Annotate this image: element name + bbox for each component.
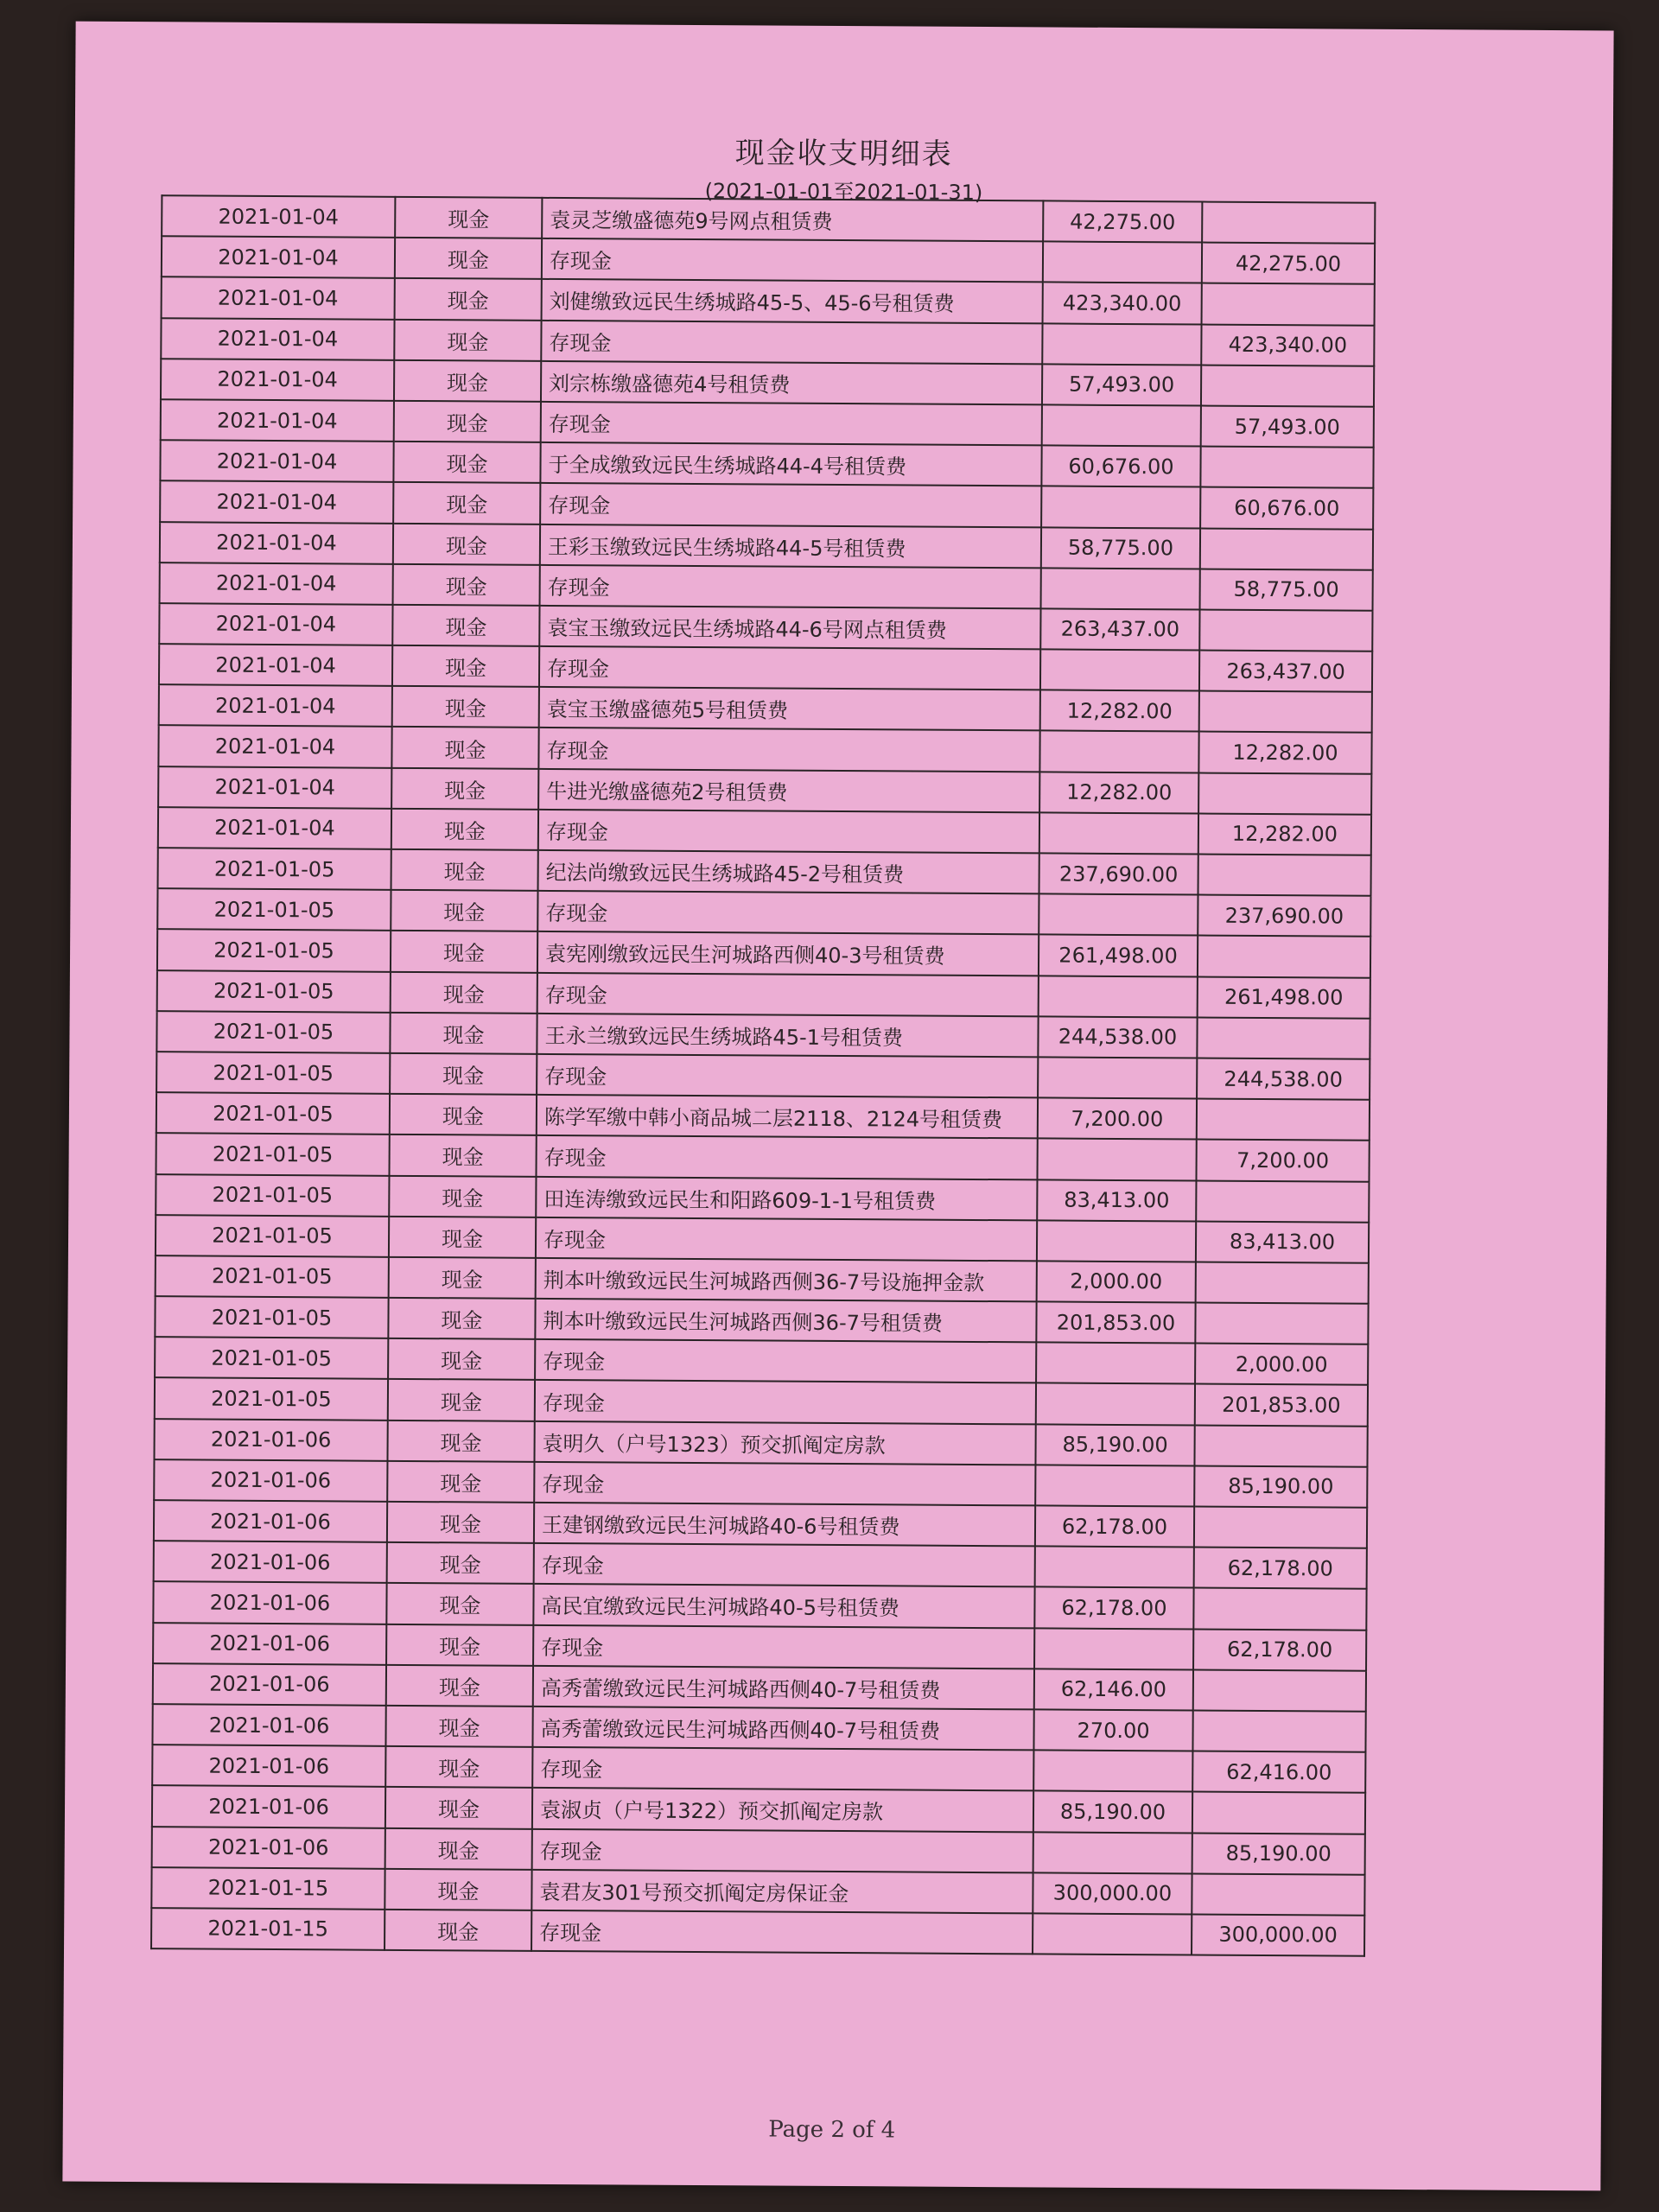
cell-payment-amount <box>1197 1099 1370 1141</box>
cell-payment-amount: 300,000.00 <box>1192 1914 1364 1955</box>
page-title: 现金收支明细表 <box>734 136 953 172</box>
cell-account: 现金 <box>391 767 538 809</box>
ledger-body <box>151 195 1375 1956</box>
cell-account: 现金 <box>395 238 542 279</box>
cell-description: 存现金 <box>537 1054 1038 1098</box>
cell-date: 2021-01-06 <box>152 1827 385 1869</box>
cell-description: 高民宜缴致远民生河城路40-5号租赁费 <box>533 1584 1034 1628</box>
cell-date: 2021-01-06 <box>154 1419 387 1461</box>
cell-receipt-amount: 300,000.00 <box>1033 1872 1192 1914</box>
cell-payment-amount: 62,416.00 <box>1192 1751 1365 1793</box>
cell-account: 现金 <box>394 360 541 402</box>
cell-account: 现金 <box>389 1175 536 1217</box>
cell-account: 现金 <box>389 1257 536 1299</box>
cell-description: 荆本叶缴致远民生河城路西侧36-7号租赁费 <box>535 1299 1036 1343</box>
cell-account: 现金 <box>391 971 537 1013</box>
cell-description: 存现金 <box>540 483 1041 527</box>
table-row <box>157 930 1370 978</box>
cash-ledger-table <box>150 194 1376 1957</box>
cell-receipt-amount: 2,000.00 <box>1037 1261 1196 1302</box>
cell-date: 2021-01-06 <box>153 1582 386 1624</box>
cell-account: 现金 <box>394 319 541 360</box>
cell-date: 2021-01-04 <box>160 481 393 524</box>
cell-date: 2021-01-04 <box>158 766 391 809</box>
cell-description: 王永兰缴致远民生绣城路45-1号租赁费 <box>537 1014 1038 1058</box>
cell-account: 现金 <box>386 1665 533 1707</box>
cell-receipt-amount: 270.00 <box>1033 1709 1192 1751</box>
cell-date: 2021-01-04 <box>161 359 394 401</box>
cell-payment-amount <box>1193 1669 1366 1711</box>
cell-payment-amount <box>1196 1262 1369 1303</box>
cell-account: 现金 <box>387 1461 534 1503</box>
cell-account: 现金 <box>391 809 538 850</box>
table-row <box>162 277 1375 326</box>
cell-description: 存现金 <box>541 402 1042 446</box>
cell-receipt-amount: 7,200.00 <box>1038 1098 1197 1140</box>
cell-account: 现金 <box>393 523 540 564</box>
cell-account: 现金 <box>392 645 539 687</box>
date-range: (2021-01-01至2021-01-31) <box>704 179 983 206</box>
cell-date: 2021-01-04 <box>159 684 392 727</box>
cell-payment-amount <box>1198 772 1371 814</box>
cell-receipt-amount <box>1037 1220 1196 1262</box>
table-row <box>157 888 1370 937</box>
cell-payment-amount <box>1194 1425 1367 1466</box>
cell-payment-amount: 62,178.00 <box>1194 1548 1367 1589</box>
table-row <box>158 807 1371 855</box>
table-row <box>161 399 1374 448</box>
cell-receipt-amount: 58,775.00 <box>1041 527 1200 569</box>
cell-account: 现金 <box>387 1542 534 1584</box>
cell-account: 现金 <box>390 1053 537 1095</box>
cell-receipt-amount <box>1039 894 1198 936</box>
cell-payment-amount <box>1192 1710 1365 1751</box>
cell-account: 现金 <box>393 482 540 524</box>
cell-payment-amount: 85,190.00 <box>1194 1465 1367 1507</box>
document-page <box>62 22 1613 2191</box>
cell-account: 现金 <box>386 1624 533 1665</box>
cell-date: 2021-01-05 <box>156 1215 389 1257</box>
table-row <box>156 1092 1370 1141</box>
cell-description: 存现金 <box>542 238 1043 283</box>
cell-payment-amount <box>1198 855 1371 896</box>
cell-payment-amount <box>1197 1017 1370 1058</box>
cell-description: 存现金 <box>536 1217 1037 1262</box>
cell-description: 高秀蕾缴致远民生河城路西侧40-7号租赁费 <box>532 1707 1033 1751</box>
cell-account: 现金 <box>389 1135 536 1176</box>
table-row <box>154 1419 1367 1467</box>
table-row <box>160 440 1373 488</box>
cell-receipt-amount: 85,190.00 <box>1033 1791 1192 1833</box>
cell-receipt-amount: 201,853.00 <box>1036 1301 1195 1343</box>
cell-account: 现金 <box>385 1910 531 1951</box>
cell-account: 现金 <box>385 1869 531 1910</box>
table-row <box>159 684 1372 733</box>
table-row <box>153 1582 1366 1630</box>
cell-account: 现金 <box>393 442 540 483</box>
table-row <box>162 195 1375 244</box>
cell-date: 2021-01-05 <box>156 1133 390 1175</box>
cell-receipt-amount <box>1039 976 1198 1017</box>
cell-payment-amount: 62,178.00 <box>1193 1629 1366 1670</box>
cell-date: 2021-01-05 <box>157 930 391 972</box>
cell-account: 现金 <box>387 1502 534 1543</box>
cell-receipt-amount <box>1042 404 1201 446</box>
cell-date: 2021-01-04 <box>160 563 393 605</box>
cell-payment-amount <box>1192 1792 1365 1834</box>
cell-account: 现金 <box>388 1338 535 1380</box>
cell-receipt-amount: 423,340.00 <box>1043 283 1202 324</box>
table-row <box>152 1785 1365 1834</box>
table-row <box>152 1704 1365 1752</box>
cell-date: 2021-01-05 <box>156 1011 390 1053</box>
cell-description: 存现金 <box>539 646 1040 690</box>
cell-receipt-amount <box>1037 1139 1196 1180</box>
cell-receipt-amount <box>1035 1465 1194 1506</box>
table-row <box>158 848 1371 896</box>
cell-payment-amount <box>1199 609 1372 651</box>
cell-payment-amount <box>1194 1507 1367 1548</box>
cell-date: 2021-01-05 <box>156 1052 390 1094</box>
cell-receipt-amount <box>1035 1547 1194 1588</box>
cell-receipt-amount <box>1033 1751 1192 1792</box>
table-row <box>154 1500 1367 1548</box>
cell-description: 存现金 <box>538 728 1039 772</box>
table-row <box>160 522 1373 570</box>
table-row <box>161 318 1374 366</box>
table-row <box>159 603 1372 652</box>
cell-description: 存现金 <box>534 1462 1035 1506</box>
table-row <box>158 766 1371 815</box>
table-row <box>158 726 1371 774</box>
cell-payment-amount <box>1202 202 1375 244</box>
cell-date: 2021-01-05 <box>155 1378 388 1421</box>
cell-description: 存现金 <box>535 1339 1036 1383</box>
table-row <box>157 970 1370 1019</box>
cell-receipt-amount: 237,690.00 <box>1039 853 1198 894</box>
cell-account: 现金 <box>391 727 538 768</box>
cell-description: 王彩玉缴致远民生绣城路44-5号租赁费 <box>540 524 1041 568</box>
cell-payment-amount <box>1193 1588 1366 1630</box>
table-row <box>155 1296 1368 1344</box>
cell-description: 袁淑贞（户号1322）预交抓阄定房款 <box>532 1788 1033 1832</box>
cell-receipt-amount <box>1041 568 1200 609</box>
table-row <box>156 1255 1369 1304</box>
table-row <box>155 1337 1368 1385</box>
cell-description: 纪法尚缴致远民生绣城路45-2号租赁费 <box>538 850 1039 894</box>
table-row <box>156 1133 1370 1181</box>
cell-date: 2021-01-05 <box>158 848 391 890</box>
cell-date: 2021-01-04 <box>159 603 392 645</box>
cell-receipt-amount: 244,538.00 <box>1038 1016 1197 1058</box>
cell-date: 2021-01-04 <box>162 236 395 278</box>
table-row <box>159 644 1372 692</box>
cell-date: 2021-01-04 <box>161 318 394 360</box>
cell-payment-amount: 85,190.00 <box>1192 1833 1365 1874</box>
cell-account: 现金 <box>395 278 542 320</box>
cell-date: 2021-01-05 <box>156 1255 389 1298</box>
cell-date: 2021-01-05 <box>155 1296 388 1338</box>
cell-account: 现金 <box>386 1583 533 1624</box>
cell-payment-amount: 83,413.00 <box>1196 1221 1369 1262</box>
cell-payment-amount: 423,340.00 <box>1201 324 1374 365</box>
cell-receipt-amount: 62,178.00 <box>1034 1587 1193 1629</box>
cell-date: 2021-01-15 <box>151 1908 385 1950</box>
cell-receipt-amount <box>1041 486 1200 528</box>
cell-payment-amount <box>1195 1303 1368 1344</box>
cell-date: 2021-01-04 <box>158 726 391 768</box>
cell-receipt-amount: 60,676.00 <box>1041 446 1200 487</box>
cell-date: 2021-01-06 <box>154 1500 387 1542</box>
cell-payment-amount <box>1201 365 1374 406</box>
cell-account: 现金 <box>391 931 537 972</box>
cell-description: 存现金 <box>532 1828 1033 1872</box>
cell-date: 2021-01-05 <box>156 1174 389 1217</box>
cell-date: 2021-01-04 <box>159 644 392 686</box>
cell-payment-amount: 2,000.00 <box>1195 1344 1368 1385</box>
cell-description: 牛进光缴盛德苑2号租赁费 <box>538 769 1039 813</box>
page-number: Page 2 of 4 <box>768 2116 896 2144</box>
cell-description: 于全成缴致远民生绣城路44-4号租赁费 <box>540 442 1041 486</box>
cell-account: 现金 <box>395 197 542 238</box>
cell-receipt-amount <box>1036 1383 1195 1425</box>
cell-description: 陈学军缴中韩小商品城二层2118、2124号租赁费 <box>537 1095 1038 1139</box>
cell-receipt-amount: 62,146.00 <box>1034 1669 1193 1710</box>
cell-date: 2021-01-04 <box>160 522 393 564</box>
cell-payment-amount <box>1202 283 1375 325</box>
cell-account: 现金 <box>393 564 540 606</box>
cell-date: 2021-01-04 <box>162 195 395 238</box>
table-row <box>155 1378 1368 1427</box>
cell-date: 2021-01-04 <box>158 807 391 849</box>
table-row <box>161 359 1374 407</box>
cell-description: 袁宝玉缴盛德苑5号租赁费 <box>539 687 1040 731</box>
table-row <box>160 481 1373 530</box>
cell-description: 高秀蕾缴致远民生河城路西侧40-7号租赁费 <box>533 1666 1034 1710</box>
table-row <box>156 1215 1369 1263</box>
cell-receipt-amount <box>1039 812 1198 854</box>
cell-payment-amount: 237,690.00 <box>1198 895 1370 937</box>
cell-receipt-amount: 263,437.00 <box>1040 608 1199 650</box>
cell-payment-amount: 42,275.00 <box>1202 243 1375 284</box>
cell-description: 存现金 <box>533 1624 1034 1669</box>
cell-receipt-amount: 42,275.00 <box>1043 200 1202 242</box>
cell-account: 现金 <box>385 1827 532 1869</box>
cell-date: 2021-01-05 <box>157 888 391 931</box>
cell-description: 存现金 <box>531 1910 1033 1955</box>
cell-account: 现金 <box>389 1217 536 1258</box>
table-row <box>151 1867 1364 1916</box>
cell-account: 现金 <box>385 1706 532 1747</box>
cell-description: 存现金 <box>541 320 1042 364</box>
cell-account: 现金 <box>391 890 537 931</box>
cell-account: 现金 <box>388 1298 535 1339</box>
table-row <box>153 1663 1366 1712</box>
cell-account: 现金 <box>390 1094 537 1135</box>
cell-date: 2021-01-06 <box>154 1459 387 1502</box>
cell-account: 现金 <box>394 401 541 442</box>
cell-description: 存现金 <box>535 1380 1036 1424</box>
cell-description: 刘健缴致远民生绣城路45-5、45-6号租赁费 <box>542 279 1043 323</box>
cell-description: 存现金 <box>534 1543 1035 1587</box>
cell-receipt-amount <box>1036 1343 1195 1384</box>
cell-description: 袁宝玉缴致远民生绣城路44-6号网点租赁费 <box>539 606 1040 650</box>
table-row <box>156 1052 1370 1100</box>
cell-date: 2021-01-06 <box>152 1745 385 1787</box>
cell-account: 现金 <box>392 605 539 646</box>
table-row <box>154 1541 1367 1589</box>
cell-account: 现金 <box>387 1420 534 1461</box>
cell-payment-amount: 261,498.00 <box>1198 976 1370 1018</box>
cell-payment-amount: 57,493.00 <box>1201 405 1374 447</box>
table-row <box>156 1011 1370 1059</box>
cell-description: 存现金 <box>540 565 1041 609</box>
cell-account: 现金 <box>391 849 538 891</box>
cell-receipt-amount: 261,498.00 <box>1039 935 1198 976</box>
cell-description: 王建钢缴致远民生河城路40-6号租赁费 <box>534 1503 1035 1547</box>
cell-account: 现金 <box>388 1379 535 1421</box>
cell-receipt-amount: 12,282.00 <box>1039 772 1198 813</box>
cell-receipt-amount: 62,178.00 <box>1035 1505 1194 1547</box>
cell-date: 2021-01-06 <box>154 1541 387 1583</box>
cell-account: 现金 <box>390 1013 537 1054</box>
cell-payment-amount <box>1196 1180 1369 1222</box>
cell-date: 2021-01-04 <box>161 399 394 442</box>
cell-receipt-amount: 85,190.00 <box>1035 1424 1194 1465</box>
cell-description: 存现金 <box>538 810 1039 854</box>
cell-description: 袁明久（户号1323）预交抓阄定房款 <box>534 1421 1035 1465</box>
cell-receipt-amount <box>1034 1628 1193 1669</box>
cell-payment-amount <box>1198 936 1370 977</box>
cell-date: 2021-01-06 <box>152 1785 385 1827</box>
cell-payment-amount: 244,538.00 <box>1197 1058 1370 1099</box>
cell-payment-amount: 7,200.00 <box>1196 1140 1369 1181</box>
table-row <box>160 563 1373 611</box>
cell-receipt-amount <box>1043 242 1202 283</box>
cell-receipt-amount <box>1033 1913 1192 1955</box>
cell-date: 2021-01-05 <box>155 1337 388 1379</box>
cell-description: 袁宪刚缴致远民生河城路西侧40-3号租赁费 <box>537 931 1039 976</box>
cell-account: 现金 <box>392 686 539 728</box>
cell-payment-amount: 58,775.00 <box>1200 569 1373 610</box>
cell-payment-amount: 263,437.00 <box>1199 651 1372 692</box>
cell-description: 存现金 <box>532 1747 1033 1791</box>
cell-payment-amount: 201,853.00 <box>1195 1384 1368 1426</box>
cell-receipt-amount <box>1040 649 1199 690</box>
cell-receipt-amount <box>1039 731 1198 772</box>
cell-description: 存现金 <box>537 891 1039 935</box>
cell-payment-amount: 60,676.00 <box>1200 487 1373 529</box>
cell-description: 荆本叶缴致远民生河城路西侧36-7号设施押金款 <box>536 1258 1037 1302</box>
cell-description: 刘宗栋缴盛德苑4号租赁费 <box>541 361 1042 405</box>
cell-description: 袁灵芝缴盛德苑9号网点租赁费 <box>542 198 1043 242</box>
cell-receipt-amount: 83,413.00 <box>1037 1179 1196 1221</box>
cell-date: 2021-01-05 <box>157 970 391 1013</box>
cell-date: 2021-01-04 <box>162 277 395 320</box>
cell-payment-amount <box>1199 691 1372 733</box>
cell-payment-amount <box>1200 447 1373 488</box>
cell-account: 现金 <box>385 1787 532 1828</box>
cell-description: 田连涛缴致远民生和阳路609-1-1号租赁费 <box>536 1176 1037 1220</box>
table-row <box>156 1174 1369 1223</box>
cell-date: 2021-01-06 <box>152 1704 385 1746</box>
cell-payment-amount <box>1192 1873 1364 1915</box>
cell-description: 存现金 <box>537 972 1039 1016</box>
cell-receipt-amount: 57,493.00 <box>1042 364 1201 405</box>
cell-receipt-amount <box>1042 323 1201 365</box>
table-row <box>152 1827 1365 1875</box>
cell-receipt-amount <box>1033 1832 1192 1873</box>
cell-date: 2021-01-06 <box>153 1623 386 1665</box>
table-row <box>153 1623 1366 1671</box>
cell-payment-amount: 12,282.00 <box>1198 732 1371 773</box>
table-row <box>151 1908 1364 1956</box>
cell-receipt-amount: 12,282.00 <box>1040 690 1199 732</box>
cell-date: 2021-01-05 <box>156 1092 390 1135</box>
cell-description: 存现金 <box>536 1135 1037 1179</box>
cell-date: 2021-01-15 <box>151 1867 385 1910</box>
cell-description: 袁君友301号预交抓阄定房保证金 <box>531 1870 1033 1914</box>
cell-receipt-amount <box>1038 1057 1197 1098</box>
cell-account: 现金 <box>385 1746 532 1788</box>
cell-payment-amount: 12,282.00 <box>1198 813 1371 855</box>
table-row <box>154 1459 1367 1508</box>
table-row <box>152 1745 1365 1793</box>
cell-payment-amount <box>1200 528 1373 569</box>
cell-date: 2021-01-04 <box>160 440 393 482</box>
cell-date: 2021-01-06 <box>153 1663 386 1706</box>
table-row <box>162 236 1375 284</box>
